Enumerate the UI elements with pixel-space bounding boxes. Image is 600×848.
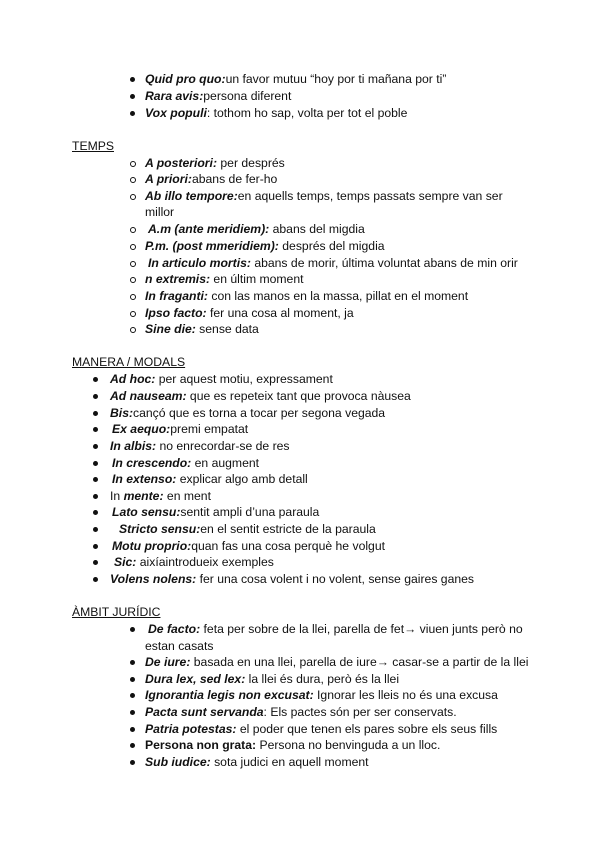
definition: sense data xyxy=(195,322,259,336)
bullet-icon xyxy=(93,461,98,466)
definition-continued: estan casats xyxy=(145,639,214,653)
term: In fraganti: xyxy=(145,289,208,303)
definition: en augment xyxy=(191,456,260,470)
hollow-bullet-icon xyxy=(130,261,136,267)
definition: basada en una llei, parella de iure→ casar-se a partir de la llei xyxy=(190,655,529,669)
term: Motu proprio: xyxy=(112,539,192,553)
bullet-icon xyxy=(130,760,135,765)
bullet-icon xyxy=(130,710,135,715)
definition: con las manos en la massa, pillat en el moment xyxy=(207,289,469,303)
term: In albis: xyxy=(110,439,157,453)
term: A priori: xyxy=(145,172,192,186)
hollow-bullet-icon xyxy=(130,161,136,167)
hollow-bullet-icon xyxy=(130,277,136,283)
section-heading-manera: MANERA / MODALS xyxy=(72,355,186,369)
bullet-icon xyxy=(93,577,98,582)
definition-continued: millor xyxy=(145,205,175,219)
definition: abans del migdia xyxy=(269,222,365,236)
definition: que es repeteix tant que provoca nàusea xyxy=(186,389,411,403)
bullet-icon xyxy=(130,627,135,632)
definition: sentit ampli d’una paraula xyxy=(180,505,320,519)
bullet-icon xyxy=(130,77,135,82)
term: P.m. (post mmeridiem): xyxy=(145,239,279,253)
definition: en ment xyxy=(163,489,211,503)
term: In crescendo: xyxy=(112,456,192,470)
term: Rara avis: xyxy=(145,89,204,103)
term: Patria potestas: xyxy=(145,722,237,736)
hollow-bullet-icon xyxy=(130,227,136,233)
definition: persona diferent xyxy=(203,89,292,103)
term: Quid pro quo: xyxy=(145,72,226,86)
bullet-icon xyxy=(93,477,98,482)
term: Bis: xyxy=(110,406,134,420)
hollow-bullet-icon xyxy=(130,294,136,300)
section-heading-ambit: ÀMBIT JURÍDIC xyxy=(72,605,161,619)
definition: per després xyxy=(217,156,285,170)
term: Dura lex, sed lex: xyxy=(145,672,246,686)
term: Sic: xyxy=(114,555,137,569)
bullet-icon xyxy=(93,444,98,449)
bullet-icon xyxy=(93,544,98,549)
definition: en últim moment xyxy=(210,272,304,286)
bullet-icon xyxy=(130,743,135,748)
hollow-bullet-icon xyxy=(130,194,136,200)
term-prefix: In xyxy=(110,489,124,503)
term: In extenso: xyxy=(112,472,177,486)
definition: un favor mutuu “hoy por ti mañana por ti” xyxy=(225,72,447,86)
term: A.m (ante meridiem): xyxy=(148,222,270,236)
term: Sub iudice: xyxy=(145,755,211,769)
definition: aixíaintrodueix exemples xyxy=(136,555,274,569)
definition: en el sentit estricte de la paraula xyxy=(200,522,376,536)
bullet-icon xyxy=(93,560,98,565)
term: A posteriori: xyxy=(145,156,217,170)
bullet-icon xyxy=(130,111,135,116)
term: Ad nauseam: xyxy=(110,389,187,403)
definition: abans de morir, última voluntat abans de min orir xyxy=(250,256,518,270)
hollow-bullet-icon xyxy=(130,177,136,183)
definition: fer una cosa volent i no volent, sense gaires ganes xyxy=(196,572,475,586)
term: Stricto sensu: xyxy=(119,522,201,536)
bullet-icon xyxy=(93,494,98,499)
hollow-bullet-icon xyxy=(130,311,136,317)
bullet-icon xyxy=(93,377,98,382)
definition: després del migdia xyxy=(278,239,385,253)
hollow-bullet-icon xyxy=(130,244,136,250)
term: n extremis: xyxy=(145,272,211,286)
hollow-bullet-icon xyxy=(130,327,136,333)
bullet-icon xyxy=(130,693,135,698)
term: Ignorantia legis non excusat: xyxy=(145,688,314,702)
term: Lato sensu: xyxy=(112,505,181,519)
definition: premi empatat xyxy=(170,422,249,436)
term: mente: xyxy=(123,489,164,503)
term: Persona non grata: xyxy=(145,738,257,752)
definition: quan fas una cosa perquè he volgut xyxy=(191,539,385,553)
bullet-icon xyxy=(130,94,135,99)
term: Ad hoc: xyxy=(110,372,156,386)
term: Vox populi xyxy=(145,106,207,120)
term: Ab illo tempore: xyxy=(145,189,238,203)
definition: sota judici en aquell moment xyxy=(210,755,369,769)
section-heading-temps: TEMPS xyxy=(72,139,114,153)
bullet-icon xyxy=(130,660,135,665)
definition: abans de fer-ho xyxy=(191,172,278,186)
term: Pacta sunt servanda xyxy=(145,705,264,719)
definition: explicar algo amb detall xyxy=(176,472,308,486)
bullet-icon xyxy=(93,510,98,515)
definition: Ignorar les lleis no és una excusa xyxy=(313,688,498,702)
term: De facto: xyxy=(148,622,201,636)
definition: : Els pactes són per ser conservats. xyxy=(263,705,457,719)
term: Sine die: xyxy=(145,322,196,336)
definition: en aquells temps, temps passats sempre van ser xyxy=(237,189,503,203)
bullet-icon xyxy=(93,527,98,532)
definition: cançó que es torna a tocar per segona vegada xyxy=(133,406,386,420)
definition: per aquest motiu, expressament xyxy=(155,372,333,386)
bullet-icon xyxy=(93,394,98,399)
definition: no enrecordar-se de res xyxy=(156,439,290,453)
bullet-icon xyxy=(93,427,98,432)
definition: feta per sobre de la llei, parella de fet→ viuen junts però no xyxy=(200,622,523,636)
bullet-icon xyxy=(130,727,135,732)
bullet-icon xyxy=(93,411,98,416)
definition: Persona no benvinguda a un lloc. xyxy=(256,738,441,752)
definition: el poder que tenen els pares sobre els seus fills xyxy=(236,722,498,736)
term: Ex aequo: xyxy=(112,422,171,436)
term: Volens nolens: xyxy=(110,572,197,586)
definition: : tothom ho sap, volta per tot el poble xyxy=(206,106,408,120)
term: Ipso facto: xyxy=(145,306,207,320)
term: In articulo mortis: xyxy=(148,256,251,270)
term: De iure: xyxy=(145,655,191,669)
definition: fer una cosa al moment, ja xyxy=(206,306,354,320)
definition: la llei és dura, però és la llei xyxy=(245,672,400,686)
bullet-icon xyxy=(130,677,135,682)
